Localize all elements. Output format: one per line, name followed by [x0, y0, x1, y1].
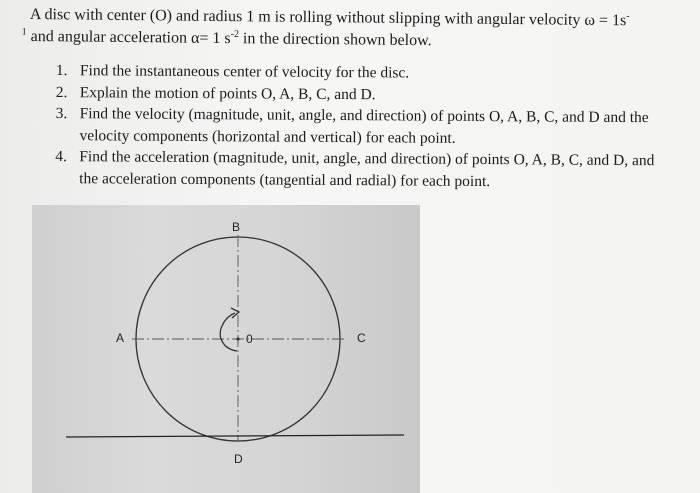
label-a: A: [116, 331, 125, 345]
label-d: D: [234, 452, 243, 466]
label-c: C: [357, 331, 366, 345]
problem-line-2-text: and angular acceleration α= 1 s: [26, 27, 231, 48]
curved-arrow-icon: [220, 308, 239, 351]
question-item: [49, 146, 669, 193]
label-o: 0: [246, 332, 253, 346]
question-number: 1.: [55, 62, 68, 80]
question-number: 4.: [55, 148, 68, 166]
problem-statement: [21, 4, 680, 55]
question-text: Find the acceleration (magnitude, unit, angle, and direction) of points O, A, B, C, and D, and the acceleration components (tangential and radial) for each point.: [79, 148, 655, 190]
disc-figure: [32, 205, 420, 493]
superscript: 1: [21, 26, 27, 38]
question-text: Explain the motion of points O, A, B, C, and D.: [79, 83, 376, 103]
question-number: 3.: [55, 105, 68, 123]
disc-diagram: [32, 205, 420, 493]
superscript: -: [626, 10, 630, 22]
question-text: Find the velocity (magnitude, unit, angle, and direction) of points O, A, B, C, and D and the velocity components (horizontal and vertical) for each point.: [79, 105, 649, 147]
question-text: Find the instantaneous center of velocity for the disc.: [79, 62, 410, 82]
label-b: B: [232, 220, 241, 234]
question-list: [49, 60, 670, 193]
center-point: [236, 337, 239, 340]
ground-line: [66, 435, 404, 437]
question-number: 2.: [55, 83, 68, 101]
question-item: [49, 103, 669, 150]
problem-line-1-text: A disc with center (O) and radius 1 m is rolling without slipping with angular velocity ω = 1s: [29, 5, 627, 30]
superscript: -2: [230, 28, 240, 40]
problem-line-2-end: in the direction shown below.: [238, 30, 432, 50]
